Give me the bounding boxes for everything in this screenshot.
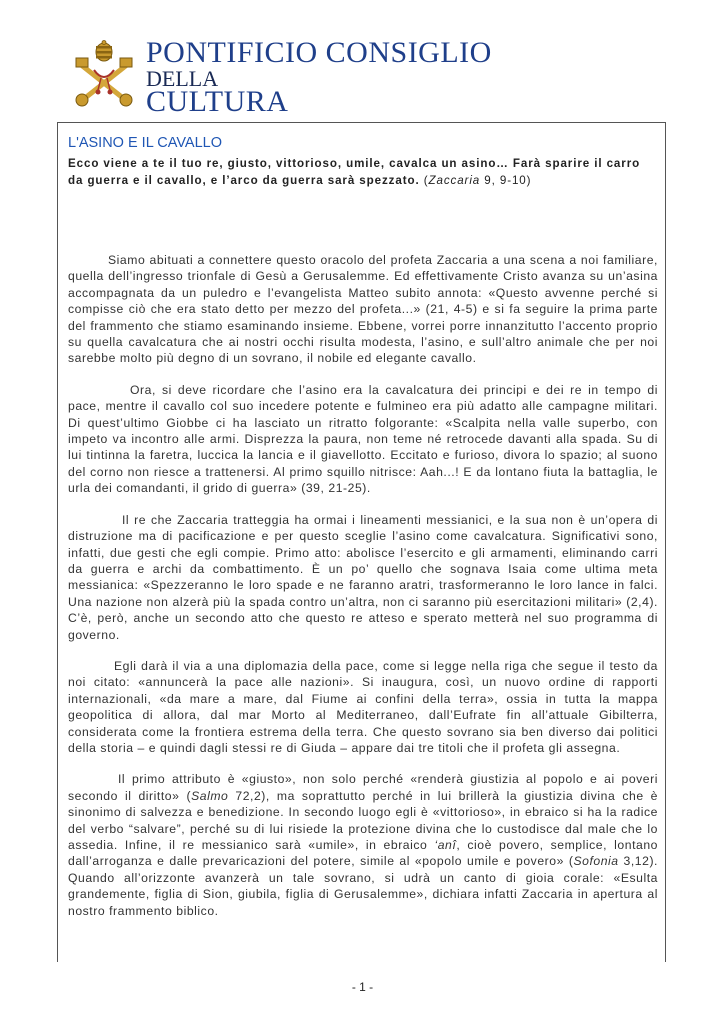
organization-name (146, 36, 492, 118)
org-line-2: DELLA (146, 66, 219, 91)
p5-part-a: Il primo attributo è «giusto», non solo perché «renderà giustizia al popolo e ai poveri secondo il diritto» ( (68, 772, 658, 803)
epigraph-ref: 9, 9-10) (480, 174, 532, 187)
papal-keys-emblem-icon (68, 40, 140, 112)
article-body (68, 252, 658, 934)
page-number: - 1 - (351, 980, 374, 994)
epigraph-text: Ecco viene a te il tuo re, giusto, vittorioso, umile, cavalca un asino… Farà sparire il carro da guerra e il cavallo, e l’arco da guerra sarà spezzato. (68, 157, 641, 187)
org-line-3: CULTURA (146, 85, 289, 118)
p5-salmo: Salmo (191, 788, 229, 803)
p5-ani: ‘anî (434, 838, 457, 852)
p5-part-d: 3,12). Quando all’orizzonte avanzerà un tale sovrano, si udrà un canto di gioia corale: «Esulta grandemente, figlia di Sion, giubila, figlia di Gerusalemme», dichiara infatti Zaccaria in apertura al nostro frammento biblico. (68, 854, 658, 918)
p5-part-b: 72,2), ma soprattutto perché in lui brillerà la giustizia divina che è sinonimo di salvezza e benedizione. In secondo luogo egli è «vittorioso», in ebraico si ha la radice del verbo “salvare”, perché su di lui risiede la protezione divina che lo custodisce dal male che lo assedia. Infine, il re messianico sarà «umile», in ebraico (68, 788, 658, 852)
epigraph (68, 155, 658, 189)
epigraph-source: (Zaccaria 9, 9-10) (423, 174, 532, 187)
paragraph-3: Il re che Zaccaria tratteggia ha ormai i lineamenti messianici, e la sua non è un’opera di distruzione ma di pacificazione e per questo sceglie l’asino come cavalcatura. Significativi sono, infatti, due gesti che egli compie. Primo atto: abolisce l’esercito e gli armamenti, eliminando carri da guerra e archi da combattimento. È un po’ quello che sognava Isaia come ultima meta messianica: «Spezzeranno le loro spade e ne faranno aratri, trasformeranno le loro lance in falci. Una nazione non alzerà più la spada contro un’altra, non ci saranno più esercitazioni militari» (2,4). C’è, però, anche un secondo atto che questo re atteso e sperato metterà nel suo programma di governo. (68, 512, 658, 642)
article-title: L'ASINO E IL CAVALLO (68, 135, 223, 151)
paragraph-4: Egli darà il via a una diplomazia della pace, come si legge nella riga che segue il testo da noi citato: «annuncerà la pace alle nazioni». Si inaugura, così, un nuovo ordine di rapporti internazionali, «da mare a mare, dal Fiume ai confini della terra», ossia in tutta la mappa geopolitica di allora, dal mar Morto al Mediterraneo, dall’Eufrate fin all’attuale Gibilterra, considerata come la frontiera estrema della terra. Che questo sovrano sia ben diverso dai politici della storia – e quindi dagli stessi re di Giuda – appare dai tre titoli che il profeta gli assegna. (68, 658, 658, 755)
paragraph-5 (68, 771, 658, 919)
org-line-1: PONTIFICIO CONSIGLIO (146, 36, 492, 69)
header (68, 38, 668, 118)
p5-part-c: , cioè povero, semplice, lontano dall’arroganza e dalle prevaricazioni del potere, simile al «popolo umile e povero» ( (68, 838, 658, 869)
p5-sofonia: Sofonia (573, 854, 619, 869)
epigraph-book: Zaccaria (428, 174, 481, 187)
paragraph-1: Siamo abituati a connettere questo oracolo del profeta Zaccaria a una scena a noi familiare, quella dell’ingresso trionfale di Gesù a Gerusalemme. Ed effettivamente Cristo avanza su un’asina accompagnata da un puledro e l’evangelista Matteo subito annota: «Questo avvenne perché si compisse ciò che era stato detto per mezzo del profeta...» (21, 4-5) e si fa seguire la prima parte del frammento che stiamo esaminando insieme. Ebbene, vorrei porre innanzitutto l’accento proprio su quella cavalcatura che ai nostri occhi risulta modesta, l’asino, e sull’altro animale che per noi sarebbe molto più degno di un sovrano, il nobile ed elegante cavallo. (68, 253, 658, 366)
paragraph-2: Ora, si deve ricordare che l’asino era la cavalcatura dei principi e dei re in tempo di pace, mentre il cavallo col suo incedere potente e fulmineo era più adatto alle campagne militari. Di quest’ultimo Giobbe ci ha lasciato un ritratto folgorante: «Scalpita nella valle superbo, con impeto va incontro alle armi. Disprezza la paura, non teme né retrocede davanti alla spada. Su di lui tintinna la faretra, luccica la lancia e il giavellotto. Eccitato e furioso, divora lo spazio; al suono del corno non riesce a trattenersi. Al primo squillo nitrisce: Aah...! E da lontano fiuta la battaglia, le urla dei comandanti, il grido di guerra» (39, 21-25). (68, 382, 658, 496)
